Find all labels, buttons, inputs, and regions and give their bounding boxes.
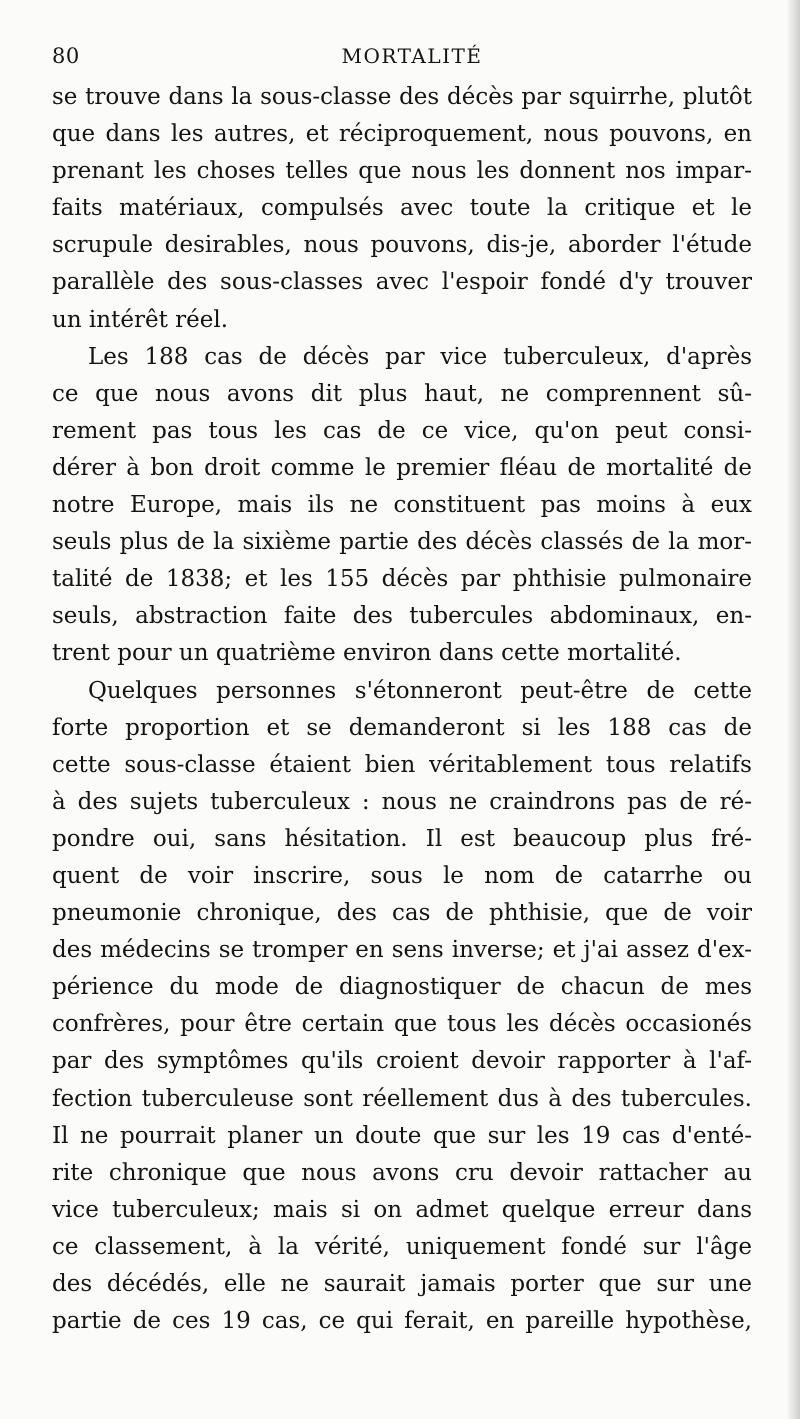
text-line: prenant les choses telles que nous les donnent nos impar- bbox=[52, 158, 752, 185]
text-line: forte proportion et se demanderont si les 188 cas de bbox=[52, 714, 752, 741]
body-text bbox=[52, 79, 752, 1340]
text-line: un intérêt réel. bbox=[52, 306, 229, 333]
text-line: à des sujets tuberculeux : nous ne craindrons pas de ré- bbox=[52, 788, 752, 815]
text-line: talité de 1838; et les 155 décès par phthisie pulmonaire bbox=[52, 566, 752, 593]
text-line: Il ne pourrait planer un doute que sur les 19 cas d'enté- bbox=[52, 1122, 752, 1149]
text-line: fection tuberculeuse sont réellement dus à des tubercules. bbox=[52, 1085, 752, 1112]
text-line: quent de voir inscrire, sous le nom de catarrhe ou bbox=[52, 862, 752, 889]
text-line: rite chronique que nous avons cru devoir rattacher au bbox=[52, 1159, 752, 1186]
text-line: scrupule desirables, nous pouvons, dis-je, aborder l'étude bbox=[52, 232, 752, 259]
text-line: des décédés, elle ne saurait jamais porter que sur une bbox=[52, 1271, 752, 1297]
text-line: parallèle des sous-classes avec l'espoir fondé d'y trouver bbox=[52, 269, 752, 296]
running-title: MORTALITÉ bbox=[341, 44, 483, 68]
text-line: Quelques personnes s'étonneront peut-être de cette bbox=[88, 677, 752, 704]
text-line: partie de ces 19 cas, ce qui ferait, en pareille hypothèse, bbox=[52, 1308, 752, 1335]
text-line: rement pas tous les cas de ce vice, qu'on peut consi- bbox=[52, 417, 752, 444]
text-line: pondre oui, sans hésitation. Il est beaucoup plus fré- bbox=[52, 825, 752, 852]
page-number: 80 bbox=[52, 44, 80, 68]
text-line: confrères, pour être certain que tous les décès occasionés bbox=[52, 1011, 752, 1038]
text-line: notre Europe, mais ils ne constituent pas moins à eux bbox=[52, 492, 752, 519]
text-line: cette sous-classe étaient bien véritablement tous relatifs bbox=[52, 751, 752, 778]
page-edge-shadow bbox=[786, 0, 800, 1419]
text-line: des médecins se tromper en sens inverse; et j'ai assez d'ex- bbox=[52, 937, 752, 964]
text-line: vice tuberculeux; mais si on admet quelque erreur dans bbox=[52, 1196, 752, 1223]
text-line: se trouve dans la sous-classe des décès par squirrhe, plutôt bbox=[52, 84, 752, 110]
text-line: ce classement, à la vérité, uniquement fondé sur l'âge bbox=[52, 1233, 752, 1260]
text-line: Les 188 cas de décès par vice tuberculeux, d'après bbox=[88, 343, 752, 370]
text-line: seuls plus de la sixième partie des décès classés de la mor- bbox=[52, 529, 752, 556]
text-line: par des symptômes qu'ils croient devoir rapporter à l'af- bbox=[52, 1048, 752, 1075]
text-line: faits matériaux, compulsés avec toute la critique et le bbox=[52, 195, 752, 222]
text-line: seuls, abstraction faite des tubercules abdominaux, en- bbox=[52, 603, 752, 630]
text-line: trent pour un quatrième environ dans cette mortalité. bbox=[52, 640, 682, 667]
text-line: pneumonie chronique, des cas de phthisie, que de voir bbox=[52, 900, 752, 927]
text-line: que dans les autres, et réciproquement, nous pouvons, en bbox=[52, 121, 752, 148]
text-line: périence du mode de diagnostiquer de chacun de mes bbox=[52, 974, 752, 1001]
text-line: ce que nous avons dit plus haut, ne comprennent sû- bbox=[52, 380, 752, 407]
text-line: dérer à bon droit comme le premier fléau de mortalité de bbox=[52, 454, 752, 481]
running-head bbox=[52, 44, 752, 74]
